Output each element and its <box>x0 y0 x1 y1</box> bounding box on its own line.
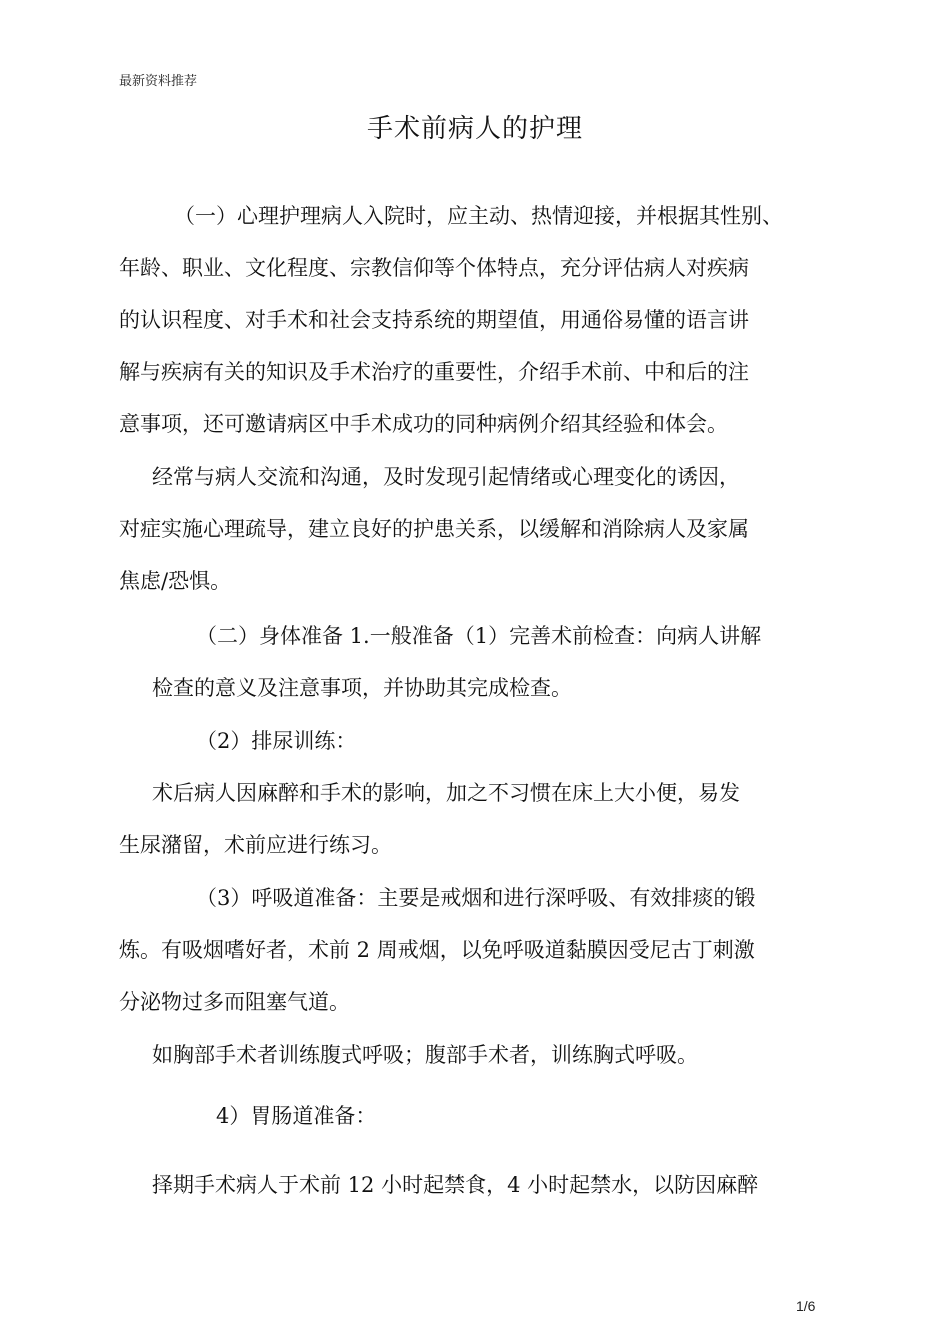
body-line: 炼。有吸烟嗜好者，术前 2 周戒烟，以免呼吸道黏膜因受尼古丁刺激 <box>119 938 755 962</box>
body-line: 对症实施心理疏导，建立良好的护患关系，以缓解和消除病人及家属 <box>119 517 749 541</box>
body-line: （二）身体准备 1.一般准备（1）完善术前检查：向病人讲解 <box>196 624 762 648</box>
body-line: 检查的意义及注意事项，并协助其完成检查。 <box>152 676 572 700</box>
body-line: 4）胃肠道准备： <box>216 1104 377 1128</box>
body-line: 的认识程度、对手术和社会支持系统的期望值，用通俗易懂的语言讲 <box>119 308 749 332</box>
body-line: 解与疾病有关的知识及手术治疗的重要性，介绍手术前、中和后的注 <box>119 360 749 384</box>
body-line: （2）排尿训练： <box>196 729 357 753</box>
body-line: 分泌物过多而阻塞气道。 <box>119 990 350 1014</box>
header-note: 最新资料推荐 <box>119 74 198 89</box>
body-line: 择期手术病人于术前 12 小时起禁食，4 小时起禁水，以防因麻醉 <box>152 1173 759 1197</box>
body-line: 生尿潴留，术前应进行练习。 <box>119 833 392 857</box>
body-line: 如胸部手术者训练腹式呼吸；腹部手术者，训练胸式呼吸。 <box>152 1043 698 1067</box>
body-line: （一）心理护理病人入院时，应主动、热情迎接，并根据其性别、 <box>174 204 783 228</box>
page-number: 1/6 <box>796 1298 816 1314</box>
body-line: 意事项，还可邀请病区中手术成功的同种病例介绍其经验和体会。 <box>119 412 728 436</box>
body-line: （3）呼吸道准备：主要是戒烟和进行深呼吸、有效排痰的锻 <box>196 886 756 910</box>
body-line: 经常与病人交流和沟通，及时发现引起情绪或心理变化的诱因， <box>152 465 740 489</box>
body-line: 年龄、职业、文化程度、宗教信仰等个体特点，充分评估病人对疾病 <box>119 256 749 280</box>
body-line: 术后病人因麻醉和手术的影响，加之不习惯在床上大小便，易发 <box>152 781 740 805</box>
document-title: 手术前病人的护理 <box>366 114 583 144</box>
body-line: 焦虑/恐惧。 <box>119 569 232 593</box>
